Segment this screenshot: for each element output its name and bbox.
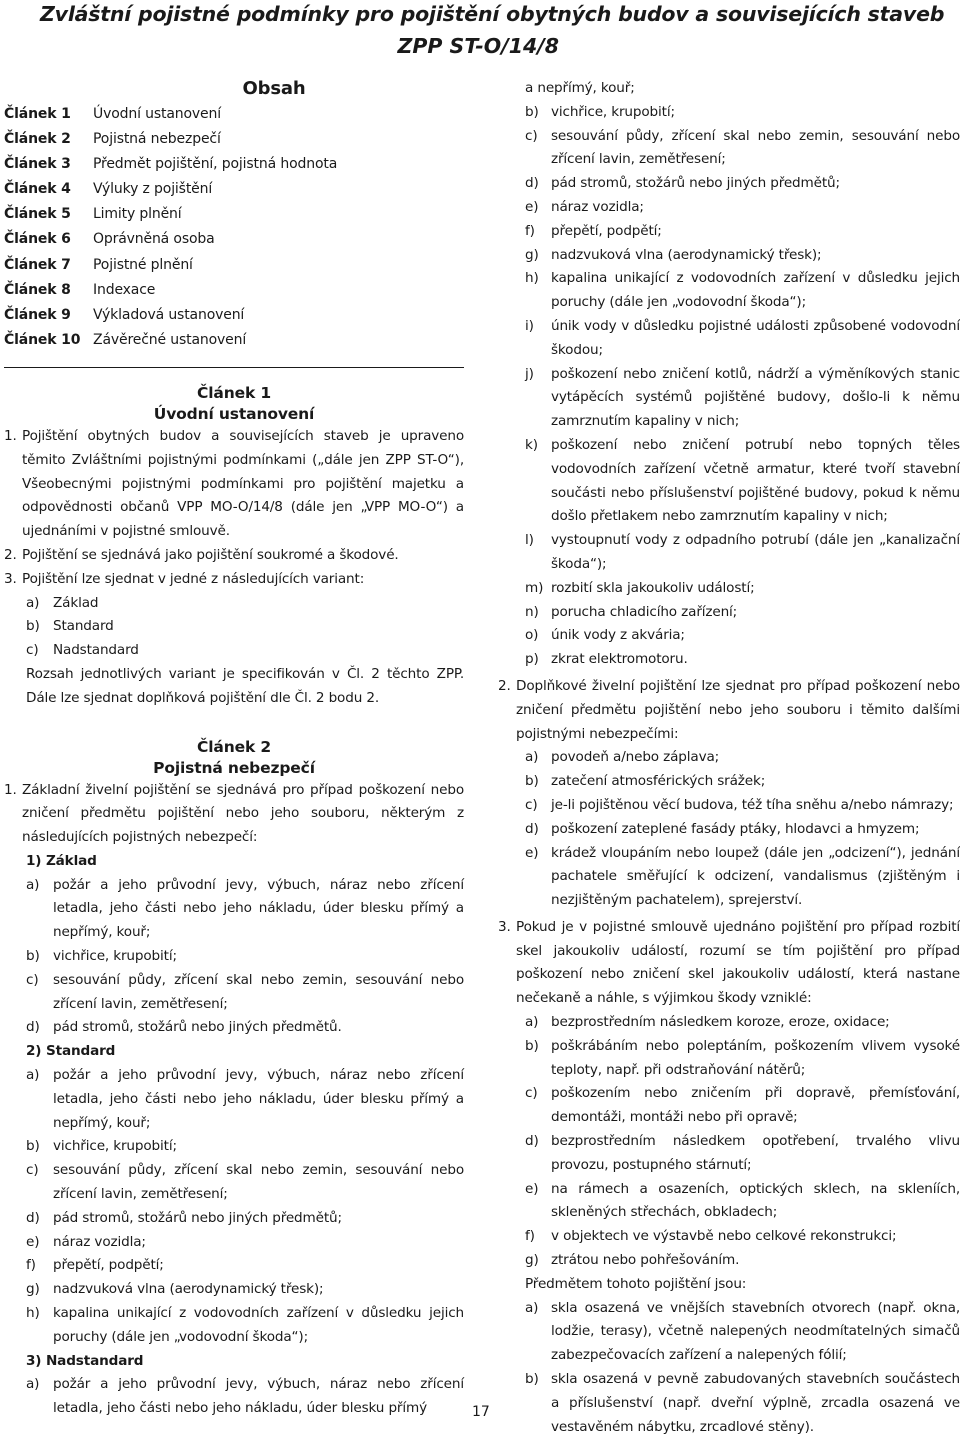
toc-item-number: Článek 4 bbox=[4, 181, 71, 198]
list-item-continuation: a nepřímý, kouř; bbox=[525, 80, 635, 96]
list-item bbox=[498, 220, 960, 244]
list-item-text: sesouvání půdy, zřícení skal nebo zemin, sesouvání nebo zřícení lavin, zemětřesení; bbox=[551, 127, 960, 168]
list-marker: i) bbox=[525, 317, 534, 334]
list-marker: c) bbox=[26, 971, 39, 988]
list-item bbox=[498, 434, 960, 529]
toc-item bbox=[4, 177, 464, 202]
list-item bbox=[498, 770, 960, 794]
list-marker: d) bbox=[525, 175, 539, 192]
toc-heading: Obsah bbox=[242, 78, 306, 99]
list-marker: m) bbox=[525, 579, 544, 596]
list-item bbox=[498, 172, 960, 196]
list-marker: a) bbox=[26, 876, 40, 893]
list-item-text: pád stromů, stožárů nebo jiných předmětů. bbox=[53, 1019, 342, 1036]
article-1-subheading: Úvodní ustanovení bbox=[153, 404, 315, 423]
toc-item-number: Článek 7 bbox=[4, 256, 71, 273]
list-item-text: kapalina unikající z vodovodních zařízení v důsledku jejich poruchy (dále jen „vodovodní škoda“); bbox=[551, 270, 960, 311]
toc-item-number: Článek 8 bbox=[4, 281, 71, 298]
paragraph-number: 2. bbox=[498, 677, 511, 694]
article-2-heading: Článek 2 bbox=[197, 737, 271, 756]
list-item-text: porucha chladicího zařízení; bbox=[551, 603, 738, 620]
list-item bbox=[498, 196, 960, 220]
list-item bbox=[4, 639, 464, 663]
toc-item bbox=[4, 303, 464, 328]
paragraph-number: 3. bbox=[4, 570, 17, 587]
list-item bbox=[498, 624, 960, 648]
list-item-text: přepětí, podpětí; bbox=[551, 222, 662, 239]
toc-item bbox=[4, 102, 464, 127]
list-item bbox=[498, 529, 960, 577]
toc-item bbox=[4, 227, 464, 252]
paragraph bbox=[4, 568, 464, 592]
list-item-text: požár a jeho průvodní jevy, výbuch, náraz nebo zřícení letadla, jeho části nebo jeho nákladu, úder blesku přímý bbox=[53, 1376, 464, 1417]
list-marker: a) bbox=[26, 594, 40, 611]
variant-heading: 1) Základ bbox=[26, 852, 97, 869]
list-marker: f) bbox=[525, 222, 535, 239]
list-item-text: vichřice, krupobití; bbox=[551, 103, 675, 120]
list-item-text: zkrat elektromotoru. bbox=[551, 651, 688, 668]
list-item-text: požár a jeho průvodní jevy, výbuch, náraz nebo zřícení letadla, jeho části nebo jeho nákladu, úder blesku přímý a nepřímý, kouř; bbox=[53, 876, 464, 941]
toc-item-number: Článek 1 bbox=[4, 106, 71, 122]
paragraph-text: Rozsah jednotlivých variant je specifikován v Čl. 2 těchto ZPP. Dále lze sjednat doplňková pojištění dle Čl. 2 bodu 2. bbox=[26, 665, 464, 706]
toc-item-title: Závěrečné ustanovení bbox=[93, 331, 247, 348]
paragraph-text: Doplňkové živelní pojištění lze sjednat pro případ poškození nebo zničení předmětu pojištění nebo jeho souboru i těmito dalšími pojistnými nebezpečími: bbox=[516, 677, 960, 742]
list-item-text: pád stromů, stožárů nebo jiných předmětů; bbox=[53, 1209, 342, 1226]
list-marker: d) bbox=[26, 1209, 40, 1226]
list-item-text: sesouvání půdy, zřícení skal nebo zemin, sesouvání nebo zřícení lavin, zemětřesení; bbox=[53, 1162, 464, 1203]
list-marker: b) bbox=[525, 103, 539, 120]
list-item-text: ztrátou nebo pohřešováním. bbox=[551, 1252, 740, 1269]
list-item-text: únik vody v důsledku pojistné události způsobené vodovodní škodou; bbox=[551, 317, 960, 358]
list-item-text: vichřice, krupobití; bbox=[53, 948, 177, 965]
toc-item bbox=[4, 278, 464, 303]
list-marker: c) bbox=[525, 127, 538, 144]
list-item-text: poškození nebo zničení potrubí nebo topných těles vodovodních zařízení včetně armatur, které tvoří stavební součásti nebo příslušenství pojištěné budovy, pokud k němu došlo přetlakem nebo zamrznutím kapaliny v nich; bbox=[551, 436, 960, 525]
toc-item-number: Článek 2 bbox=[4, 131, 71, 148]
variants-list bbox=[4, 592, 464, 663]
list-marker: p) bbox=[525, 651, 539, 668]
paragraph-text: Základní živelní pojištění se sjednává pro případ poškození nebo zničení předmětu pojištění nebo jeho souboru, některým z následujících pojistných nebezpečí: bbox=[22, 781, 464, 846]
toc-item bbox=[4, 253, 464, 278]
list-item bbox=[498, 1225, 960, 1249]
list-item-text: únik vody z akvária; bbox=[551, 627, 685, 644]
toc-item bbox=[4, 152, 464, 177]
list-marker: a) bbox=[525, 749, 539, 766]
paragraph-number: 3. bbox=[498, 918, 511, 935]
list-marker: g) bbox=[26, 1281, 40, 1298]
list-item-text: nadzvuková vlna (aerodynamický třesk); bbox=[53, 1281, 324, 1298]
list-item bbox=[498, 842, 960, 913]
right-column bbox=[498, 77, 960, 1435]
list-item-text: rozbití skla jakoukoliv událostí; bbox=[551, 579, 755, 596]
article-1-heading: Článek 1 bbox=[197, 383, 271, 402]
list-item bbox=[4, 592, 464, 616]
exclusions-list bbox=[498, 1011, 960, 1273]
list-item bbox=[498, 125, 960, 173]
list-marker: l) bbox=[525, 532, 534, 549]
list-item bbox=[498, 101, 960, 125]
list-item bbox=[498, 746, 960, 770]
list-item-text: poškozením nebo zničením při dopravě, přemísťování, demontáži, montáži nebo při opravě; bbox=[551, 1085, 960, 1126]
document-code: ZPP ST-O/14/8 bbox=[397, 34, 559, 58]
list-marker: e) bbox=[525, 1180, 539, 1197]
list-item bbox=[498, 1368, 960, 1439]
paragraph bbox=[4, 544, 464, 568]
list-item bbox=[498, 1082, 960, 1130]
list-item bbox=[4, 1254, 464, 1278]
list-item-text: skla osazená ve vnějších stavebních otvorech (např. okna, lodžie, terasy), včetně nalepených neodmítatelných simačů zabezpečovacích zařízení a nalepených fólií; bbox=[551, 1299, 960, 1364]
paragraph-text: Pojištění lze sjednat v jedné z následujících variant: bbox=[22, 570, 365, 587]
zaklad-list bbox=[4, 874, 464, 1041]
paragraph-number: 1. bbox=[4, 427, 17, 444]
list-marker: a) bbox=[525, 1014, 539, 1031]
toc-item-title: Předmět pojištění, pojistná hodnota bbox=[93, 156, 338, 173]
list-marker: b) bbox=[525, 773, 539, 790]
list-marker: o) bbox=[525, 627, 539, 644]
list-item-text: požár a jeho průvodní jevy, výbuch, náraz nebo zřícení letadla, jeho části nebo jeho nákladu, úder blesku přímý a nepřímý, kouř; bbox=[53, 1067, 464, 1131]
toc-item-title: Oprávněná osoba bbox=[93, 231, 215, 248]
paragraph-text: Pojištění obytných budov a souvisejících staveb je upraveno těmito Zvláštními pojistnými podmínkami („dále jen ZPP ST-O“), Všeobecnými pojistnými podmínkami pro pojištění majetku a odpovědnosti občanů VPP MO-O/14/8 (dále jen „VPP MO-O“) a ujednáními v pojistné smlouvě. bbox=[22, 427, 464, 540]
list-marker: c) bbox=[525, 796, 538, 813]
standard-list bbox=[4, 1064, 464, 1350]
list-item bbox=[4, 1064, 464, 1135]
list-marker: a) bbox=[525, 1299, 539, 1316]
list-marker: j) bbox=[525, 365, 534, 382]
toc-item-number: Článek 6 bbox=[4, 231, 71, 248]
list-item bbox=[498, 1178, 960, 1226]
list-item-text: krádež vloupáním nebo loupež (dále jen „odcizení“), jednání pachatele směřující k odcizení, vandalismus (zjištěným i nezjištěným pachatelem), sprejerství. bbox=[551, 844, 960, 909]
variant-heading: 3) Nadstandard bbox=[26, 1352, 144, 1369]
list-item bbox=[498, 1011, 960, 1035]
list-marker: e) bbox=[525, 844, 539, 861]
list-item bbox=[498, 577, 960, 601]
toc-item-title: Výkladová ustanovení bbox=[93, 306, 245, 323]
list-item-text: pád stromů, stožárů nebo jiných předmětů; bbox=[551, 175, 840, 192]
toc-item bbox=[4, 328, 464, 353]
list-item-text: Nadstandard bbox=[53, 642, 139, 659]
list-item bbox=[4, 1373, 464, 1421]
list-item-text: poškození zateplené fasády ptáky, hlodavci a hmyzem; bbox=[551, 820, 920, 837]
list-item-text: na rámech a osazeních, optických sklech, na skleníích, skleněných střechách, obkladech; bbox=[551, 1180, 960, 1221]
list-marker: b) bbox=[26, 948, 40, 965]
list-item-text: nadzvuková vlna (aerodynamický třesk); bbox=[551, 246, 822, 263]
toc-item-title: Indexace bbox=[93, 281, 156, 298]
paragraph bbox=[498, 675, 960, 746]
list-marker: d) bbox=[525, 820, 539, 837]
left-column bbox=[4, 77, 464, 1417]
list-marker: b) bbox=[26, 1138, 40, 1155]
list-item bbox=[4, 1231, 464, 1255]
paragraph-number: 2. bbox=[4, 546, 17, 563]
list-marker: d) bbox=[26, 1019, 40, 1036]
list-item-text: v objektech ve výstavbě nebo celkové rekonstrukci; bbox=[551, 1228, 897, 1245]
list-marker: a) bbox=[26, 1376, 40, 1393]
paragraph-text: Pojištění se sjednává jako pojištění soukromé a škodové. bbox=[22, 546, 399, 563]
list-item bbox=[4, 969, 464, 1017]
list-item bbox=[498, 1249, 960, 1273]
list-item-text: kapalina unikající z vodovodních zařízení v důsledku jejich poruchy (dále jen „vodovodní škoda“); bbox=[53, 1305, 464, 1345]
toc-item-number: Článek 9 bbox=[4, 306, 71, 323]
toc-item-title: Výluky z pojištění bbox=[93, 181, 213, 198]
paragraph-text: Předmětem tohoto pojištění jsou: bbox=[525, 1275, 747, 1292]
list-item bbox=[498, 267, 960, 315]
list-item bbox=[498, 601, 960, 625]
list-item bbox=[498, 1035, 960, 1083]
toc-item-title: Pojistné plnění bbox=[93, 256, 193, 273]
list-item-text: poškození nebo zničení kotlů, nádrží a výměníkových stanic vytápěcích systémů pojištěné budovy, došlo-li k němu zamrznutím kapaliny v nich; bbox=[551, 365, 960, 430]
list-item-text: skla osazená v pevně zabudovaných stavebních součástech a příslušenství (např. dveřní výplně, zrcadla osazená ve vestavěném nábytku, zrcadlové stěny). bbox=[551, 1371, 960, 1435]
list-item-text: zatečení atmosférických srážek; bbox=[551, 773, 766, 790]
list-item bbox=[498, 244, 960, 268]
list-marker: g) bbox=[525, 246, 539, 263]
list-item bbox=[498, 315, 960, 363]
list-item bbox=[4, 1016, 464, 1040]
nadstandard-list bbox=[4, 1373, 464, 1421]
document-title: Zvláštní pojistné podmínky pro pojištění obytných budov a souvisejících staveb bbox=[40, 2, 945, 26]
list-item bbox=[498, 794, 960, 818]
list-marker: b) bbox=[26, 618, 40, 635]
list-marker: h) bbox=[525, 270, 539, 287]
list-item-text: vichřice, krupobití; bbox=[53, 1138, 177, 1155]
list-marker: k) bbox=[525, 436, 538, 453]
nadstandard-list bbox=[498, 101, 960, 672]
list-item bbox=[4, 1278, 464, 1302]
list-marker: d) bbox=[525, 1133, 539, 1150]
list-item bbox=[4, 615, 464, 639]
toc-item bbox=[4, 202, 464, 227]
list-marker: e) bbox=[525, 198, 539, 215]
list-item-text: Standard bbox=[53, 618, 114, 635]
list-item bbox=[4, 945, 464, 969]
list-item bbox=[4, 1159, 464, 1207]
table-of-contents bbox=[4, 102, 464, 353]
list-item-text: sesouvání půdy, zřícení skal nebo zemin, sesouvání nebo zřícení lavin, zemětřesení; bbox=[53, 971, 464, 1012]
list-marker: e) bbox=[26, 1233, 40, 1250]
list-item-text: povodeň a/nebo záplava; bbox=[551, 749, 720, 766]
list-item-text: náraz vozidla; bbox=[551, 198, 644, 215]
list-item-text: bezprostředním následkem opotřebení, trvalého vlivu provozu, postupného stárnutí; bbox=[551, 1133, 960, 1173]
list-item bbox=[4, 874, 464, 945]
list-marker: f) bbox=[525, 1228, 535, 1245]
toc-item-number: Článek 3 bbox=[4, 156, 71, 173]
paragraph bbox=[498, 916, 960, 1011]
variant-heading: 2) Standard bbox=[26, 1043, 116, 1060]
list-item bbox=[498, 648, 960, 672]
list-item bbox=[498, 363, 960, 434]
list-marker: c) bbox=[525, 1085, 538, 1102]
list-item bbox=[4, 1135, 464, 1159]
toc-item-title: Úvodní ustanovení bbox=[93, 106, 221, 122]
list-item-text: náraz vozidla; bbox=[53, 1233, 146, 1250]
list-item-text: vystoupnutí vody z odpadního potrubí (dále jen „kanalizační škoda“); bbox=[551, 532, 960, 572]
paragraph bbox=[4, 779, 464, 850]
list-item-text: přepětí, podpětí; bbox=[53, 1257, 164, 1274]
list-item bbox=[498, 1297, 960, 1368]
toc-item-number: Článek 10 bbox=[4, 331, 81, 348]
list-marker: c) bbox=[26, 1162, 39, 1179]
list-marker: f) bbox=[26, 1257, 36, 1274]
list-marker: n) bbox=[525, 603, 539, 620]
article-2-subheading: Pojistná nebezpečí bbox=[153, 758, 315, 777]
list-marker: b) bbox=[525, 1037, 539, 1054]
toc-item-title: Pojistná nebezpečí bbox=[93, 131, 221, 148]
supplementary-list bbox=[498, 746, 960, 913]
page-number: 17 bbox=[472, 1404, 490, 1420]
list-marker: a) bbox=[26, 1067, 40, 1084]
list-item bbox=[498, 1130, 960, 1178]
paragraph bbox=[4, 425, 464, 544]
list-item-text: je-li pojištěnou věcí budova, též tíha sněhu a/nebo námrazy; bbox=[551, 796, 954, 813]
list-item bbox=[4, 1302, 464, 1350]
list-marker: b) bbox=[525, 1371, 539, 1388]
list-marker: g) bbox=[525, 1252, 539, 1269]
list-item bbox=[4, 1207, 464, 1231]
subject-list bbox=[498, 1297, 960, 1439]
list-item-text: bezprostředním následkem koroze, eroze, oxidace; bbox=[551, 1014, 890, 1031]
toc-item-title: Limity plnění bbox=[93, 206, 182, 223]
list-item-text: poškrábáním nebo poleptáním, poškozením vlivem vysoké teploty, např. při odstraňování nátěrů; bbox=[551, 1037, 960, 1078]
toc-item-number: Článek 5 bbox=[4, 206, 71, 223]
paragraph-text: Pokud je v pojistné smlouvě ujednáno pojištění pro případ rozbití skel jakoukoliv událostí, rozumí se tím pojištění pro případ poškození nebo zničení skel jakoukoliv událostí, která nastane nečekaně a náhle, s výjimkou škody vzniklé: bbox=[516, 918, 960, 1007]
list-item bbox=[498, 818, 960, 842]
paragraph-number: 1. bbox=[4, 781, 17, 798]
list-marker: c) bbox=[26, 642, 39, 659]
list-marker: h) bbox=[26, 1305, 40, 1322]
list-item-text: Základ bbox=[53, 594, 99, 611]
toc-item bbox=[4, 127, 464, 152]
